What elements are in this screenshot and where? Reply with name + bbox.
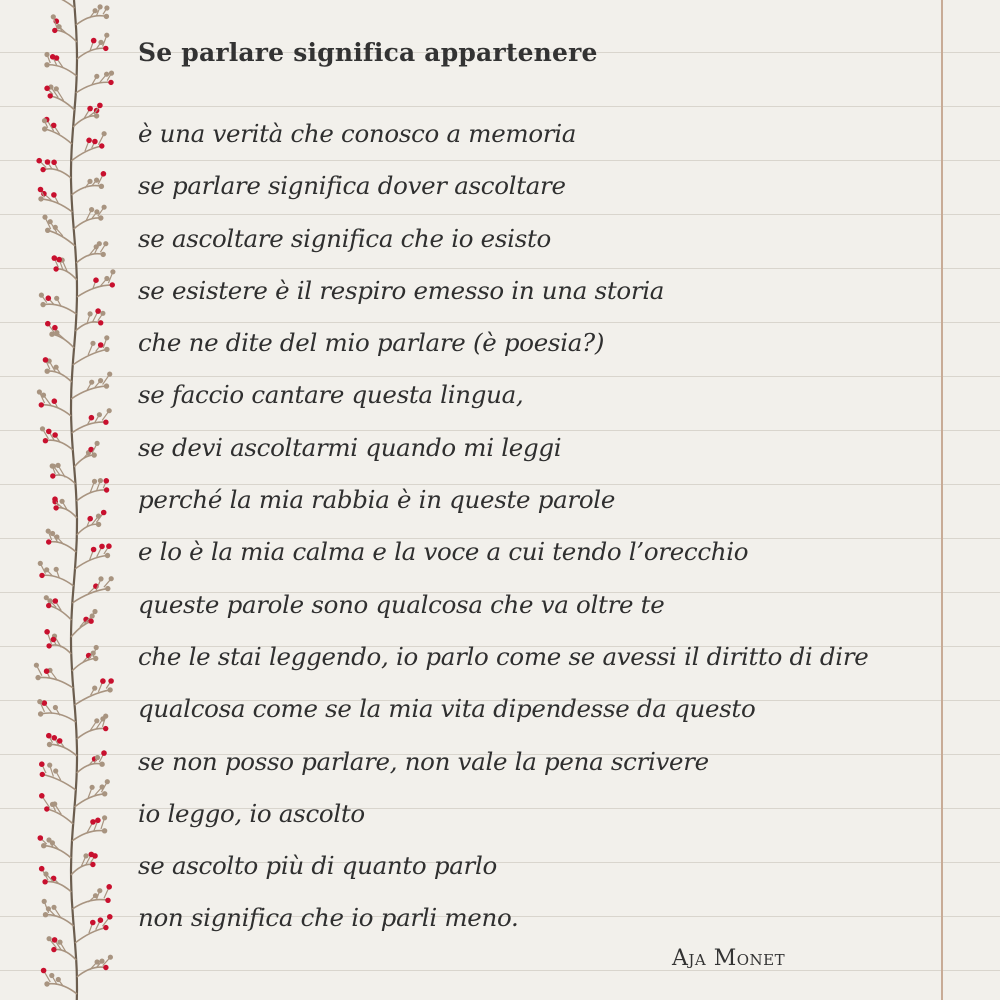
vine-bud	[103, 726, 108, 731]
poem-line: e lo è la mia calma e la voce a cui tendo l’orecchio	[138, 537, 749, 567]
vine-bud	[48, 93, 53, 98]
vine-bud	[90, 341, 95, 346]
berry	[51, 160, 57, 166]
vine-bud	[88, 311, 93, 316]
berry	[92, 139, 98, 145]
berry-vine-decoration	[30, 0, 130, 1000]
berry	[97, 103, 103, 109]
vine-bud	[94, 178, 99, 183]
vine-bud	[105, 779, 110, 784]
vine-bud	[40, 426, 45, 431]
berry	[99, 544, 105, 550]
vine-bud	[43, 438, 48, 443]
berry	[45, 159, 51, 165]
vine-bud	[99, 959, 104, 964]
vine-bud	[51, 947, 56, 952]
vine-bud	[107, 372, 112, 377]
vine-bud	[93, 8, 98, 13]
vine-bud	[104, 347, 109, 352]
vine-bud	[54, 296, 59, 301]
vine-bud	[92, 686, 97, 691]
berry	[38, 835, 44, 841]
poem-line: se esistere è il respiro emesso in una storia	[138, 275, 665, 305]
vine-branch	[77, 285, 112, 297]
vine-bud	[102, 791, 107, 796]
vine-bud	[104, 72, 109, 77]
vine-branch	[72, 589, 108, 603]
vine-bud	[108, 80, 113, 85]
vine-bud	[37, 389, 42, 394]
berry	[93, 277, 99, 283]
vine-bud	[97, 412, 102, 417]
vine-bud	[104, 383, 109, 388]
vine-bud	[46, 643, 51, 648]
vine-bud	[104, 335, 109, 340]
vine-bud	[103, 420, 108, 425]
berry	[52, 398, 58, 404]
vine-bud	[45, 369, 50, 374]
vine-bud	[105, 553, 110, 558]
berry	[101, 171, 107, 177]
vine-branch	[52, 334, 74, 348]
vine-bud	[103, 241, 108, 246]
vine-bud	[44, 981, 49, 986]
vine-bud	[51, 905, 56, 910]
berry	[91, 547, 97, 553]
vine-bud	[41, 843, 46, 848]
vine-bud	[87, 179, 92, 184]
vine-branch	[76, 82, 111, 93]
vine-bud	[94, 209, 99, 214]
vine-bud	[99, 762, 104, 767]
berry	[46, 295, 52, 301]
poem-line: non significa che io parli meno.	[138, 903, 519, 933]
vine-bud	[38, 196, 43, 201]
vine-bud	[54, 567, 59, 572]
berry	[44, 86, 50, 92]
vine-bud	[47, 742, 52, 747]
vine-bud	[104, 5, 109, 10]
vine-branch	[42, 575, 74, 586]
vine-bud	[56, 977, 61, 982]
vine-bud	[98, 320, 103, 325]
poem-line: se non posso parlare, non vale la pena scrivere	[138, 746, 709, 776]
vine-branch	[48, 230, 75, 246]
vine-bud	[46, 529, 51, 534]
poem-author: Aja Monet	[672, 946, 786, 971]
poem-title: Se parlare significa appartenere	[138, 38, 598, 67]
berry	[89, 415, 95, 421]
vine-bud	[42, 899, 47, 904]
poem-line: perché la mia rabbia è in queste parole	[138, 485, 616, 515]
berry	[92, 853, 98, 859]
vine-bud	[92, 452, 97, 457]
berry	[56, 257, 62, 263]
berry	[46, 429, 52, 435]
vine-branch	[47, 0, 75, 8]
vine-branch	[77, 490, 107, 501]
vine-bud	[102, 131, 107, 136]
vine-branch	[43, 169, 71, 178]
vine-bud	[51, 14, 56, 19]
berry	[108, 678, 114, 684]
margin-line	[941, 0, 943, 1000]
berry	[39, 761, 45, 767]
vine-bud	[99, 143, 104, 148]
vine-bud	[101, 252, 106, 257]
vine-bud	[98, 215, 103, 220]
vine-bud	[94, 74, 99, 79]
vine-bud	[110, 269, 115, 274]
berry	[41, 968, 47, 974]
vine-bud	[110, 282, 115, 287]
vine-bud	[94, 113, 99, 118]
vine-bud	[44, 62, 49, 67]
vine-bud	[50, 802, 55, 807]
poem-line: se ascolto più di quanto parlo	[138, 851, 497, 881]
vine-bud	[53, 768, 58, 773]
vine-bud	[103, 46, 108, 51]
vine-bud	[89, 380, 94, 385]
vine-bud	[42, 126, 47, 131]
berry	[53, 598, 59, 604]
vine-bud	[50, 473, 55, 478]
vine-bud	[104, 33, 109, 38]
vine-bud	[46, 603, 51, 608]
vine-bud	[38, 561, 43, 566]
vine-bud	[50, 463, 55, 468]
vine-bud	[98, 576, 103, 581]
vine-bud	[42, 215, 47, 220]
vine-bud	[47, 763, 52, 768]
vine-bud	[38, 711, 43, 716]
vine-bud	[89, 207, 94, 212]
berry	[52, 432, 58, 438]
vine-branch	[41, 713, 76, 722]
vine-bud	[95, 441, 100, 446]
vine-branch	[38, 677, 73, 688]
vine-bud	[109, 71, 114, 76]
berry	[98, 342, 104, 348]
poem-line: queste parole sono qualcosa che va oltre te	[138, 589, 665, 619]
vine-bud	[96, 522, 101, 527]
berry	[87, 516, 93, 522]
vine-bud	[104, 487, 109, 492]
vine-bud	[93, 656, 98, 661]
berry	[86, 138, 92, 144]
vine-branch	[43, 304, 76, 314]
vine-bud	[105, 898, 110, 903]
vine-branch	[77, 48, 106, 59]
berry	[106, 884, 112, 890]
vine-bud	[39, 573, 44, 578]
vine-bud	[83, 853, 88, 858]
vine-bud	[104, 14, 109, 19]
vine-bud	[98, 378, 103, 383]
vine-bud	[108, 955, 113, 960]
vine-bud	[94, 645, 99, 650]
vine-bud	[102, 828, 107, 833]
vine-bud	[46, 539, 51, 544]
berry	[46, 733, 52, 739]
vine-bud	[56, 463, 61, 468]
vine-bud	[97, 888, 102, 893]
vine-branch	[75, 556, 108, 570]
berry	[95, 818, 101, 824]
poem-line: che ne dite del mio parlare (è poesia?)	[138, 328, 605, 358]
vine-bud	[49, 332, 54, 337]
poem-line: io leggo, io ascolto	[138, 798, 365, 828]
vine-bud	[46, 837, 51, 842]
vine-bud	[88, 619, 93, 624]
vine-bud	[42, 879, 47, 884]
vine-bud	[40, 302, 45, 307]
vine-bud	[39, 293, 44, 298]
vine-bud	[94, 718, 99, 723]
vine-bud	[109, 576, 114, 581]
vine-branch	[75, 322, 100, 331]
berry	[38, 187, 44, 193]
berry	[44, 629, 50, 635]
vine-bud	[103, 925, 108, 930]
vine-bud	[34, 663, 39, 668]
berry	[90, 920, 96, 926]
berry	[52, 735, 58, 741]
berry	[43, 357, 49, 363]
vine-branch	[75, 794, 105, 807]
vine-bud	[105, 586, 110, 591]
vine-bud	[44, 52, 49, 57]
berry	[101, 750, 107, 756]
poem-line: se parlare significa dover ascoltare	[138, 171, 566, 201]
vine-bud	[57, 940, 62, 945]
vine-stem	[71, 0, 77, 1000]
poem-line: se ascoltare significa che io esisto	[138, 223, 551, 253]
vine-bud	[100, 311, 105, 316]
berry	[87, 106, 93, 112]
berry	[45, 321, 51, 327]
vine-bud	[97, 241, 102, 246]
poem-line: è una verità che conosco a memoria	[138, 119, 577, 148]
vine-bud	[50, 531, 55, 536]
vine-bud	[92, 479, 97, 484]
berry	[39, 866, 45, 872]
berry	[52, 937, 58, 943]
vine-bud	[49, 973, 54, 978]
vine-bud	[47, 936, 52, 941]
vine-bud	[35, 675, 40, 680]
vine-branch	[76, 16, 107, 25]
vine-branch	[72, 422, 106, 433]
vine-bud	[90, 785, 95, 790]
vine-bud	[107, 687, 112, 692]
poem-line: se devi ascoltarmi quando mi leggi	[138, 432, 562, 462]
berry	[50, 54, 56, 60]
berry	[52, 496, 58, 502]
berry	[52, 325, 58, 331]
vine-bud	[102, 815, 107, 820]
vine-bud	[53, 266, 58, 271]
berry	[90, 819, 96, 825]
vine-bud	[98, 478, 103, 483]
vine-branch	[71, 621, 91, 637]
vine-bud	[90, 862, 95, 867]
vine-bud	[92, 609, 97, 614]
vine-branch	[41, 405, 71, 416]
berry	[104, 478, 110, 484]
vine-bud	[99, 184, 104, 189]
vine-bud	[43, 912, 48, 917]
vine-bud	[103, 965, 108, 970]
berry	[100, 678, 106, 684]
berry	[51, 637, 57, 643]
berry	[107, 914, 113, 920]
vine-bud	[42, 118, 47, 123]
vine-bud	[45, 228, 50, 233]
vine-bud	[44, 806, 49, 811]
berry	[52, 255, 58, 261]
vine-bud	[52, 28, 57, 33]
vine-bud	[104, 276, 109, 281]
berry	[106, 543, 112, 549]
berry	[101, 510, 107, 516]
berry	[51, 192, 57, 198]
vine-branch	[72, 831, 105, 841]
vine-bud	[53, 505, 58, 510]
berry	[39, 793, 45, 799]
vine-bud	[40, 772, 45, 777]
berry	[98, 917, 104, 923]
vine-bud	[98, 4, 103, 9]
berry	[91, 38, 97, 44]
poem-body	[138, 108, 868, 945]
vine-bud	[44, 595, 49, 600]
vine-bud	[103, 714, 108, 719]
vine-bud	[107, 408, 112, 413]
vine-bud	[39, 402, 44, 407]
vine-bud	[54, 86, 59, 91]
vine-bud	[37, 699, 42, 704]
vine-bud	[95, 755, 100, 760]
berry	[36, 158, 42, 164]
vine-bud	[102, 205, 107, 210]
poem-line: qualcosa come se la mia vita dipendesse da questo	[138, 694, 756, 724]
berry	[95, 308, 101, 314]
poem-line: che le stai leggendo, io parlo come se avessi il diritto di dire	[138, 641, 869, 671]
poem-line: se faccio cantare questa lingua,	[138, 380, 524, 410]
vine-bud	[40, 167, 45, 172]
vine-bud	[60, 499, 65, 504]
vine-bud	[53, 705, 58, 710]
berry	[44, 668, 50, 674]
